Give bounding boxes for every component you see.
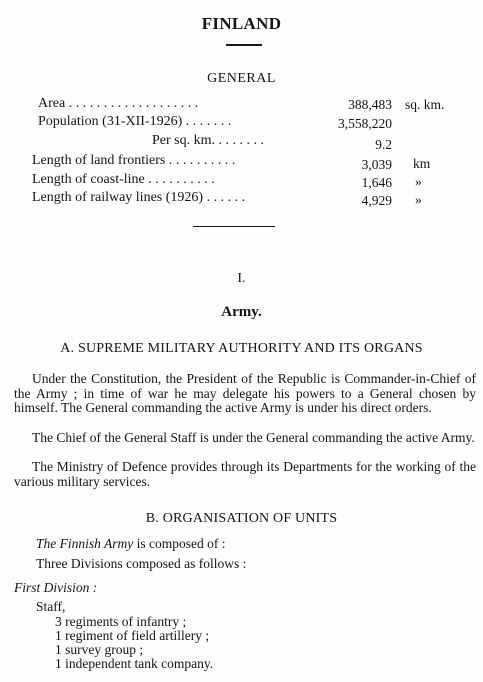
stat-label-density: Per sq. km. . . . . . . . <box>152 133 264 148</box>
section-number: I. <box>237 271 246 286</box>
unit-item-survey-group: 1 survey group ; <box>55 642 144 657</box>
paragraph-constitution: Under the Constitution, the President of the Republic is Commander-in-Chief of the Army ; in time of war he may delegate his powers to a General chosen by himself. The General commanding the active Army is under his direct orders. <box>14 372 476 415</box>
stat-value-land-frontiers: 3,039 <box>361 157 392 172</box>
stat-value-railway: 4,929 <box>361 193 392 208</box>
staff-label: Staff, <box>36 599 66 614</box>
stat-label-population: Population (31-XII-1926) . . . . . . . <box>38 114 232 129</box>
stat-value-population: 3,558,220 <box>338 116 392 131</box>
army-intro: The Finnish Army is composed of : <box>36 536 226 551</box>
stat-label-land-frontiers: Length of land frontiers . . . . . . . . . . <box>32 153 236 168</box>
unit-item-field-artillery: 1 regiment of field artillery ; <box>55 628 210 643</box>
unit-item-tank-company: 1 independent tank company. <box>55 656 214 671</box>
stat-unit-area: sq. km. <box>405 97 445 112</box>
stat-unit-railway: » <box>415 192 422 207</box>
stat-value-coast-line: 1,646 <box>361 175 392 190</box>
part-b-heading: B. ORGANISATION OF UNITS <box>145 511 338 526</box>
section-divider <box>193 226 275 227</box>
stat-unit-land-frontiers: km <box>413 156 431 171</box>
first-division-label: First Division : <box>14 580 98 595</box>
divisions-line: Three Divisions composed as follows : <box>36 556 247 571</box>
stat-label-railway: Length of railway lines (1926) . . . . . . <box>32 190 246 205</box>
general-heading: GENERAL <box>207 71 276 86</box>
paragraph-chief-of-staff: The Chief of the General Staff is under the General commanding the active Army. <box>32 431 475 445</box>
section-name: Army. <box>221 304 262 320</box>
title-rule <box>226 44 262 46</box>
stat-unit-coast-line: » <box>415 174 422 189</box>
stat-value-area: 388,483 <box>348 97 392 112</box>
stat-value-density: 9.2 <box>375 137 392 152</box>
unit-item-infantry: 3 regiments of infantry ; <box>55 614 187 629</box>
page-title: FINLAND <box>201 14 282 33</box>
stat-label-area: Area . . . . . . . . . . . . . . . . . . . <box>38 96 199 111</box>
part-a-heading: A. SUPREME MILITARY AUTHORITY AND ITS ORGANS <box>60 341 423 356</box>
paragraph-ministry: The Ministry of Defence provides through its Departments for the working of the various military services. <box>14 460 476 489</box>
stat-label-coast-line: Length of coast-line . . . . . . . . . . <box>32 172 215 187</box>
